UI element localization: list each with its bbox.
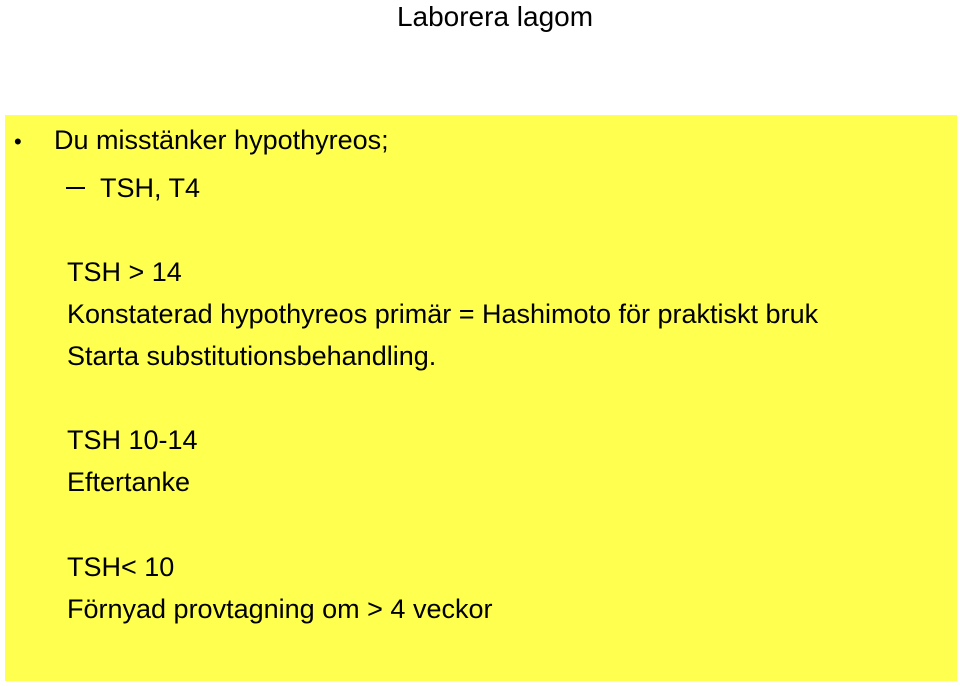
text-line-tsh-under-10: TSH< 10	[67, 552, 175, 582]
slide-title: Laborera lagom	[396, 1, 594, 32]
sub-bullet-text: TSH, T4	[100, 173, 201, 203]
text-line-konstaterad: Konstaterad hypothyreos primär = Hashimoto för praktiskt bruk	[67, 299, 819, 329]
text-line-starta: Starta substitutionsbehandling.	[67, 341, 437, 371]
text-line-eftertanke: Eftertanke	[67, 467, 191, 497]
text-line-tsh-10-14: TSH 10-14	[67, 425, 198, 455]
dash-icon	[66, 187, 85, 189]
text-line-tsh-over-14: TSH > 14	[67, 257, 182, 287]
text-line-fornyad: Förnyad provtagning om > 4 veckor	[67, 594, 493, 624]
main-bullet-text: Du misstänker hypothyreos;	[54, 125, 389, 155]
bullet-dot-icon: •	[14, 129, 22, 154]
